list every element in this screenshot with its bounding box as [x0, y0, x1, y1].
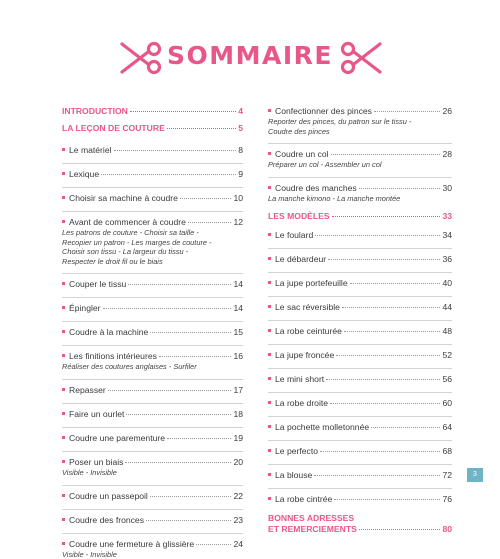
- toc-subtopics: Reporter des pinces, du patron sur le tissu -: [268, 117, 412, 126]
- toc-page-number: 28: [442, 149, 452, 160]
- toc-label: Avant de commencer à coudre: [69, 217, 186, 227]
- toc-entry[interactable]: [62, 451, 243, 478]
- dot-leader: [359, 529, 441, 530]
- divider: [62, 187, 243, 188]
- divider: [268, 488, 452, 489]
- bullet-icon: [62, 148, 65, 151]
- bullet-icon: [268, 233, 271, 236]
- toc-entry[interactable]: [62, 163, 243, 180]
- divider: [62, 273, 243, 274]
- dot-leader: [167, 438, 231, 439]
- toc-label: LES MODÈLES: [268, 211, 330, 222]
- toc-page-number: 36: [442, 254, 452, 265]
- toc-row: [268, 278, 452, 289]
- toc-entry[interactable]: [268, 320, 452, 337]
- toc-row: [62, 279, 243, 290]
- toc-row: [62, 193, 243, 204]
- dot-leader: [328, 259, 440, 260]
- bullet-icon: [268, 353, 271, 356]
- bullet-icon: [268, 186, 271, 189]
- dot-leader: [350, 283, 441, 284]
- toc-page-number: 15: [233, 327, 243, 338]
- bullet-icon: [268, 425, 271, 428]
- divider: [268, 177, 452, 178]
- toc-label: La jupe froncée: [275, 350, 335, 361]
- toc-label: Le perfecto: [275, 446, 318, 457]
- toc-entry[interactable]: [62, 533, 243, 559]
- toc-entry[interactable]: [268, 296, 452, 313]
- toc-row: [268, 350, 452, 361]
- divider: [268, 248, 452, 249]
- toc-entry[interactable]: [268, 368, 452, 385]
- toc-subtopics: Les patrons de couture - Choisir sa taille -: [62, 228, 199, 237]
- dot-leader: [342, 307, 440, 308]
- toc-label: Coudre des fronces: [69, 514, 144, 525]
- dot-leader: [180, 198, 232, 199]
- toc-label: Coudre des manches: [275, 182, 357, 193]
- bullet-icon: [62, 306, 65, 309]
- toc-subtopics: Respecter le droit fil ou le biais: [62, 256, 163, 266]
- toc-entry[interactable]: [268, 440, 452, 457]
- dot-leader: [330, 403, 440, 404]
- toc-entry[interactable]: [268, 177, 452, 204]
- dot-leader: [344, 331, 441, 332]
- toc-entry[interactable]: [268, 392, 452, 409]
- toc-entry[interactable]: [268, 416, 452, 433]
- toc-column-left: [62, 106, 243, 559]
- toc-page-number: 60: [442, 398, 452, 409]
- toc-label: Choisir sa machine à coudre: [69, 193, 178, 203]
- toc-row: [62, 433, 243, 444]
- dot-leader: [188, 222, 232, 223]
- dot-leader: [167, 128, 236, 129]
- toc-label: Le débardeur: [275, 254, 327, 265]
- toc-page-number: 23: [233, 514, 243, 525]
- toc-page-number: 26: [442, 106, 452, 116]
- dot-leader: [130, 111, 236, 112]
- toc-page-number: 80: [442, 524, 452, 535]
- toc-page-number: 68: [442, 446, 452, 457]
- dot-leader: [114, 150, 237, 151]
- toc-row: [268, 513, 452, 524]
- toc-row: [62, 169, 243, 180]
- toc-entry[interactable]: [268, 464, 452, 481]
- divider: [268, 416, 452, 417]
- toc-label: Coudre à la machine: [69, 327, 149, 338]
- bullet-icon: [62, 196, 65, 199]
- toc-entry[interactable]: [62, 273, 243, 290]
- bullet-icon: [62, 354, 65, 357]
- toc-entry[interactable]: [62, 509, 243, 526]
- dot-leader: [336, 355, 440, 356]
- bullet-icon: [62, 330, 65, 333]
- toc-page-number: 14: [233, 279, 243, 290]
- bullet-icon: [62, 494, 65, 497]
- bullet-icon: [62, 388, 65, 391]
- bullet-icon: [268, 449, 271, 452]
- bullet-icon: [268, 305, 271, 308]
- toc-page-number: 52: [442, 350, 452, 361]
- toc-page-number: 24: [233, 538, 243, 549]
- toc-label: Confectionner des pinces: [275, 106, 372, 116]
- toc-label: INTRODUCTION: [62, 106, 128, 116]
- toc-subtopics: La manche kimono - La manche montée: [268, 193, 401, 203]
- toc-row: [62, 515, 243, 526]
- bullet-icon: [62, 412, 65, 415]
- dot-leader: [125, 462, 231, 463]
- dot-leader: [146, 520, 231, 521]
- divider: [62, 379, 243, 380]
- header: [0, 38, 500, 78]
- toc-row: [268, 230, 452, 241]
- toc-page-number: 64: [442, 422, 452, 433]
- bullet-icon: [268, 473, 271, 476]
- toc-subtopics: Visible - Invisible: [62, 549, 117, 559]
- toc-label: Coudre un col: [275, 149, 329, 160]
- toc-entry[interactable]: [268, 272, 452, 289]
- toc-label: ET REMERCIEMENTS: [268, 524, 357, 535]
- toc-row: [268, 302, 452, 313]
- toc-label: Coudre un passepoil: [69, 490, 148, 501]
- divider: [62, 297, 243, 298]
- bullet-icon: [62, 220, 65, 223]
- divider: [62, 163, 243, 164]
- toc-page-number: 22: [233, 490, 243, 501]
- toc-page-number: 17: [233, 384, 243, 395]
- toc-row: [62, 303, 243, 314]
- bullet-icon: [62, 542, 65, 545]
- toc-entry[interactable]: [62, 321, 243, 338]
- dot-leader: [371, 427, 440, 428]
- divider: [62, 533, 243, 534]
- toc-page-number: 33: [442, 211, 452, 222]
- toc-page-number: 4: [238, 106, 243, 116]
- toc-label: La jupe portefeuille: [275, 278, 348, 289]
- dot-leader: [103, 308, 232, 309]
- toc-row: [268, 398, 452, 409]
- divider: [268, 272, 452, 273]
- toc-entry[interactable]: [62, 485, 243, 502]
- toc-row: [268, 326, 452, 337]
- toc-entry[interactable]: [268, 230, 452, 241]
- toc-subtopics: Choisir son tissu - La largeur du tissu -: [62, 247, 189, 257]
- toc-row: [62, 217, 243, 228]
- divider: [62, 211, 243, 212]
- dot-leader: [359, 188, 441, 189]
- toc-section[interactable]: [268, 211, 452, 222]
- toc-row: [268, 254, 452, 265]
- toc-page-number: 16: [233, 351, 243, 362]
- toc-row: [268, 422, 452, 433]
- toc-page-number: 19: [233, 432, 243, 443]
- toc-section[interactable]: [268, 513, 452, 524]
- toc-page-number: 48: [442, 326, 452, 337]
- toc-label: La robe droite: [275, 398, 329, 409]
- dot-leader: [374, 111, 440, 112]
- dot-leader: [126, 414, 231, 415]
- dot-leader: [315, 235, 440, 236]
- toc-label: Repasser: [69, 384, 106, 395]
- toc-row: [62, 351, 243, 362]
- toc-label: Les finitions intérieures: [69, 351, 157, 362]
- toc-label: La robe cintrée: [275, 494, 333, 505]
- divider: [268, 440, 452, 441]
- divider: [268, 368, 452, 369]
- toc-page-number: 12: [233, 217, 243, 227]
- toc-entry[interactable]: [62, 427, 243, 444]
- bullet-icon: [268, 377, 271, 380]
- toc-page-number: 10: [233, 193, 243, 203]
- divider: [268, 320, 452, 321]
- toc-label: Épingler: [69, 303, 101, 314]
- toc-label: La pochette molletonnée: [275, 422, 370, 433]
- toc-page-number: 5: [238, 123, 243, 133]
- page-title: SOMMAIRE: [167, 41, 333, 70]
- bullet-icon: [62, 172, 65, 175]
- toc-page-number: 44: [442, 302, 452, 313]
- divider: [62, 451, 243, 452]
- toc-page-number: 40: [442, 278, 452, 289]
- toc-row: [268, 183, 452, 194]
- toc-subtopics: Recopier un patron - Les marges de couture -: [62, 237, 212, 247]
- dot-leader: [326, 379, 440, 380]
- toc-page-number: 72: [442, 470, 452, 481]
- dot-leader: [331, 154, 441, 155]
- toc-row: [62, 539, 243, 550]
- divider: [62, 403, 243, 404]
- toc-page-number: 76: [442, 494, 452, 505]
- toc-label: La blouse: [275, 470, 313, 481]
- toc-row: [62, 327, 243, 338]
- dot-leader: [320, 451, 440, 452]
- bullet-icon: [268, 401, 271, 404]
- toc-label: Le foulard: [275, 230, 314, 241]
- toc-page-number: 18: [233, 408, 243, 419]
- bullet-icon: [268, 109, 271, 112]
- toc-row: [268, 149, 452, 160]
- toc-label: BONNES ADRESSES: [268, 513, 355, 524]
- toc-page-number: 20: [233, 456, 243, 467]
- toc-row: [62, 106, 243, 117]
- toc-label: Faire un ourlet: [69, 408, 125, 419]
- toc-row: [62, 385, 243, 396]
- toc-label: Le mini short: [275, 374, 325, 385]
- toc-label: La robe ceinturée: [275, 326, 342, 337]
- toc-row: [62, 457, 243, 468]
- toc-page-number: 34: [442, 230, 452, 241]
- toc-section[interactable]: [62, 106, 243, 117]
- divider: [62, 427, 243, 428]
- toc-column-right: [268, 106, 452, 535]
- toc-row: [62, 145, 243, 156]
- divider: [268, 296, 452, 297]
- toc-label: LA LEÇON DE COUTURE: [62, 123, 165, 133]
- bullet-icon: [268, 329, 271, 332]
- toc-entry[interactable]: [62, 403, 243, 420]
- toc-row: [268, 470, 452, 481]
- divider: [268, 344, 452, 345]
- toc-subtopics: Visible - Invisible: [62, 467, 117, 477]
- page-number-badge: 3: [467, 468, 483, 482]
- dot-leader: [101, 174, 236, 175]
- divider: [268, 143, 452, 144]
- toc-label: Coudre une parementure: [69, 432, 166, 443]
- dot-leader: [128, 284, 231, 285]
- toc-section[interactable]: [62, 123, 243, 134]
- toc-section[interactable]: [268, 524, 452, 535]
- toc-label: Couper le tissu: [69, 279, 127, 290]
- bullet-icon: [62, 282, 65, 285]
- divider: [62, 485, 243, 486]
- bullet-icon: [268, 281, 271, 284]
- bullet-icon: [268, 152, 271, 155]
- toc-page-number: 30: [442, 182, 452, 193]
- dot-leader: [332, 216, 441, 217]
- toc-entry[interactable]: [62, 187, 243, 204]
- toc-subtopics: Préparer un col - Assembler un col: [268, 160, 382, 170]
- toc-subtopics: Coudre des pinces: [268, 126, 330, 136]
- divider: [268, 464, 452, 465]
- toc-entry[interactable]: [62, 145, 243, 156]
- toc-entry[interactable]: [62, 297, 243, 314]
- toc-entry[interactable]: [268, 248, 452, 265]
- dot-leader: [150, 496, 232, 497]
- dot-leader: [159, 356, 232, 357]
- bullet-icon: [62, 460, 65, 463]
- toc-entry[interactable]: [268, 488, 452, 505]
- bullet-icon: [62, 436, 65, 439]
- toc-entry[interactable]: [268, 143, 452, 170]
- toc-row: [268, 374, 452, 385]
- bullet-icon: [268, 257, 271, 260]
- bullet-icon: [62, 518, 65, 521]
- toc-entry[interactable]: [62, 211, 243, 266]
- toc-entry[interactable]: [62, 379, 243, 396]
- dot-leader: [150, 332, 231, 333]
- toc-row: [268, 446, 452, 457]
- toc-page-number: 56: [442, 374, 452, 385]
- toc-entry[interactable]: [62, 345, 243, 372]
- toc-page-number: 8: [238, 145, 243, 155]
- dot-leader: [196, 544, 231, 545]
- toc-entry[interactable]: [268, 106, 452, 136]
- divider: [268, 392, 452, 393]
- toc-entry[interactable]: [268, 344, 452, 361]
- toc-row: [268, 524, 452, 535]
- toc-label: Le matériel: [69, 145, 112, 155]
- divider: [62, 509, 243, 510]
- toc-label: Lexique: [69, 169, 100, 179]
- dot-leader: [108, 390, 232, 391]
- toc-row: [62, 409, 243, 420]
- toc-row: [268, 211, 452, 222]
- scissors-icon: [340, 38, 384, 78]
- divider: [62, 345, 243, 346]
- toc-row: [268, 106, 452, 117]
- dot-leader: [314, 475, 440, 476]
- divider: [62, 321, 243, 322]
- toc-label: Le sac réversible: [275, 302, 340, 313]
- toc-subtopics: Réaliser des coutures anglaises - Surfiler: [62, 362, 197, 372]
- toc-label: Poser un biais: [69, 456, 124, 467]
- toc-page-number: 9: [238, 169, 243, 179]
- toc-label: Coudre une fermeture à glissière: [69, 538, 195, 549]
- toc-page-number: 14: [233, 303, 243, 314]
- toc-row: [62, 123, 243, 134]
